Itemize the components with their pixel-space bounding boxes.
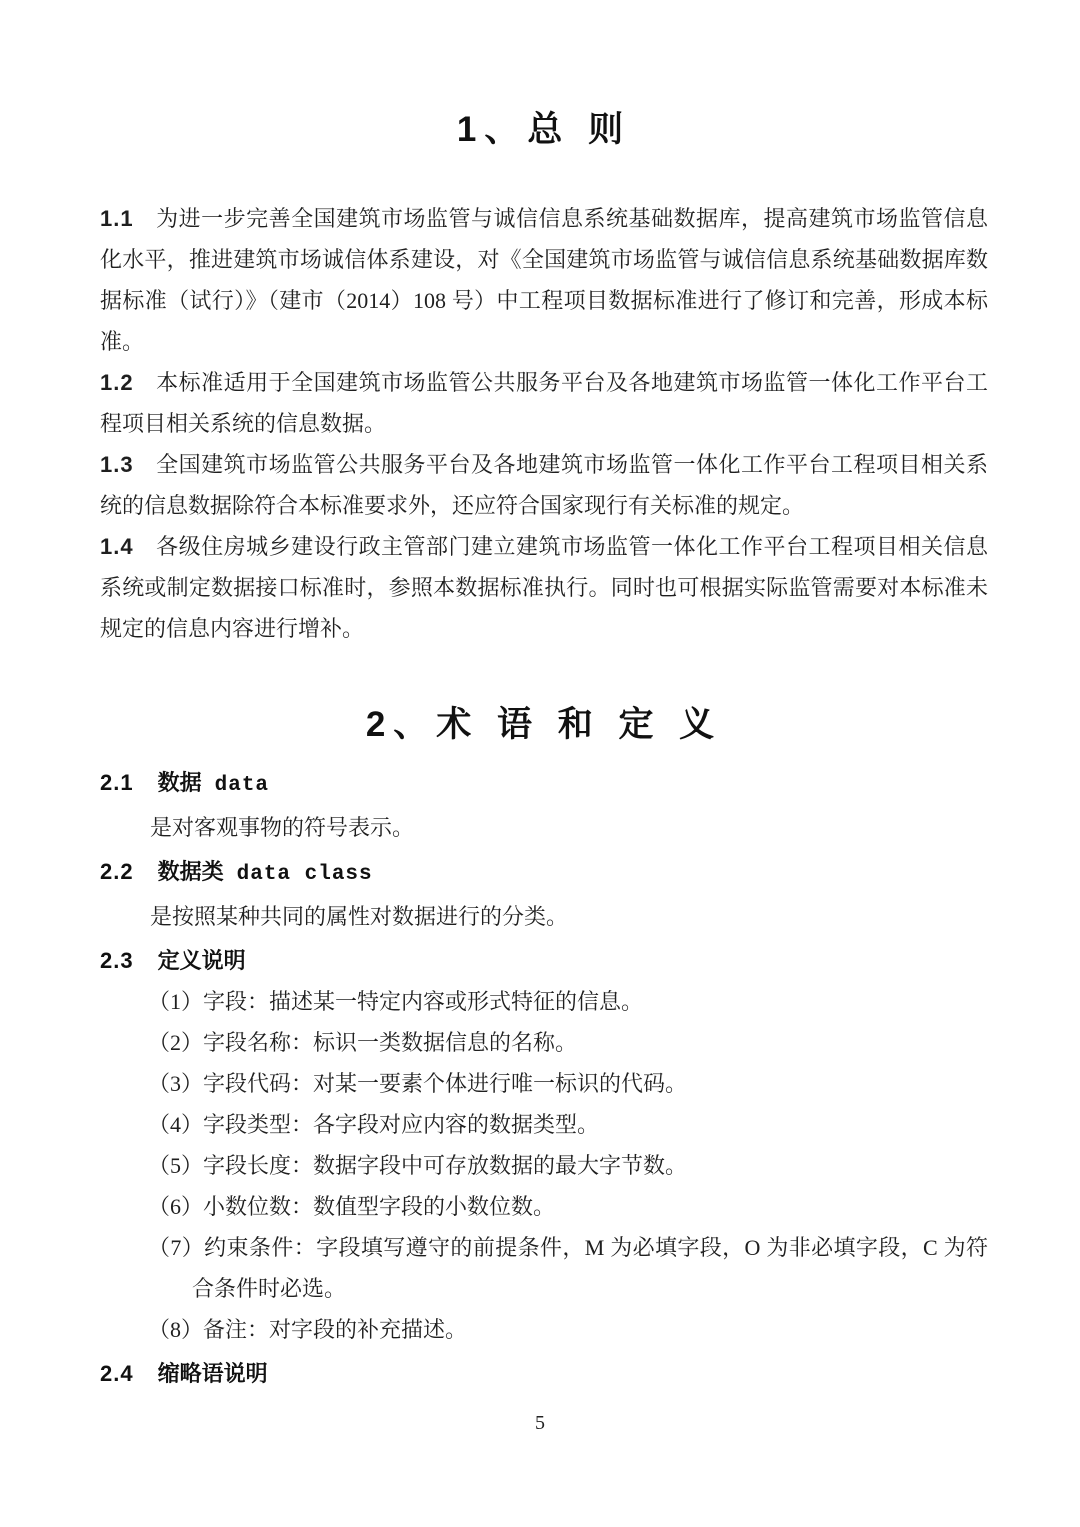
- definition-marker: （8）: [148, 1317, 204, 1342]
- definition-item-7: [148, 1227, 988, 1309]
- definition-item-1: [148, 981, 988, 1022]
- term-2-1: [100, 763, 988, 848]
- section1-title: 1、总 则: [456, 110, 632, 149]
- term-number: 2.3: [100, 948, 134, 973]
- definition-marker: （4）: [148, 1112, 204, 1137]
- definition-item-2: [148, 1022, 988, 1063]
- term-name-zh: 定义说明: [157, 948, 246, 973]
- term-name-zh: 缩略语说明: [157, 1361, 268, 1386]
- definition-text: 字段代码：对某一要素个体进行唯一标识的代码。: [203, 1071, 688, 1096]
- clause-number: 1.4: [100, 534, 134, 559]
- term-2-3: [100, 941, 988, 1350]
- definition-item-5: [148, 1145, 988, 1186]
- term-number: 2.2: [100, 859, 134, 884]
- clause-text: 各级住房城乡建设行政主管部门建立建筑市场监管一体化工作平台工程项目相关信息系统或制定数据接口标准时，参照本数据标准执行。同时也可根据实际监管需要对本标准未规定的信息内容进行增补。: [100, 534, 988, 641]
- definition-text: 字段：描述某一特定内容或形式特征的信息。: [203, 989, 644, 1014]
- term-definition: 是按照某种共同的属性对数据进行的分类。: [150, 904, 569, 929]
- clause-text: 全国建筑市场监管公共服务平台及各地建筑市场监管一体化工作平台工程项目相关系统的信息数据除符合本标准要求外，还应符合国家现行有关标准的规定。: [100, 452, 988, 518]
- term-heading: [100, 1354, 988, 1394]
- clause-number: 1.3: [100, 452, 134, 477]
- definition-text: 字段类型：各字段对应内容的数据类型。: [203, 1112, 600, 1137]
- definition-text: 字段长度：数据字段中可存放数据的最大字节数。: [203, 1153, 688, 1178]
- definition-text: 约束条件：字段填写遵守的前提条件，M 为必填字段，O 为非必填字段，C 为符合条件时必选。: [192, 1235, 988, 1301]
- definition-marker: （1）: [148, 989, 204, 1014]
- term-heading: [100, 941, 988, 981]
- definition-marker: （2）: [148, 1030, 204, 1055]
- term-name-en: data: [214, 774, 270, 797]
- definition-text: 备注：对字段的补充描述。: [203, 1317, 468, 1342]
- definition-item-4: [148, 1104, 988, 1145]
- clause-number: 1.2: [100, 370, 134, 395]
- definition-text: 小数位数：数值型字段的小数位数。: [203, 1194, 556, 1219]
- paragraph-1-3: [100, 444, 988, 526]
- definition-marker: （5）: [148, 1153, 204, 1178]
- term-name-zh: 数据类: [157, 859, 224, 884]
- term-number: 2.1: [100, 770, 134, 795]
- clause-text: 为进一步完善全国建筑市场监管与诚信信息系统基础数据库，提高建筑市场监管信息化水平，推进建筑市场诚信体系建设，对《全国建筑市场监管与诚信信息系统基础数据库数据标准（试行）》（建市（2014）108 号）中工程项目数据标准进行了修订和完善，形成本标准。: [100, 206, 988, 354]
- clause-number: 1.1: [100, 206, 134, 231]
- page-number: 5: [535, 1412, 545, 1434]
- definition-marker: （7）: [148, 1235, 205, 1260]
- definition-marker: （3）: [148, 1071, 204, 1096]
- definition-item-3: [148, 1063, 988, 1104]
- clause-text: 本标准适用于全国建筑市场监管公共服务平台及各地建筑市场监管一体化工作平台工程项目相关系统的信息数据。: [100, 370, 988, 436]
- definition-marker: （6）: [148, 1194, 204, 1219]
- paragraph-1-1: [100, 198, 988, 362]
- term-name-zh: 数据: [157, 770, 202, 795]
- term-name-en: data class: [236, 863, 373, 886]
- term-number: 2.4: [100, 1361, 134, 1386]
- term-definition: 是对客观事物的符号表示。: [150, 815, 415, 840]
- paragraph-1-4: [100, 526, 988, 649]
- section2-title: 2、术 语 和 定 义: [365, 705, 723, 744]
- term-heading: [100, 763, 988, 806]
- definition-text: 字段名称：标识一类数据信息的名称。: [203, 1030, 578, 1055]
- term-heading: [100, 852, 988, 895]
- definition-item-6: [148, 1186, 988, 1227]
- term-2-4: [100, 1354, 988, 1394]
- term-2-2: [100, 852, 988, 937]
- definition-item-8: [148, 1309, 988, 1350]
- paragraph-1-2: [100, 362, 988, 444]
